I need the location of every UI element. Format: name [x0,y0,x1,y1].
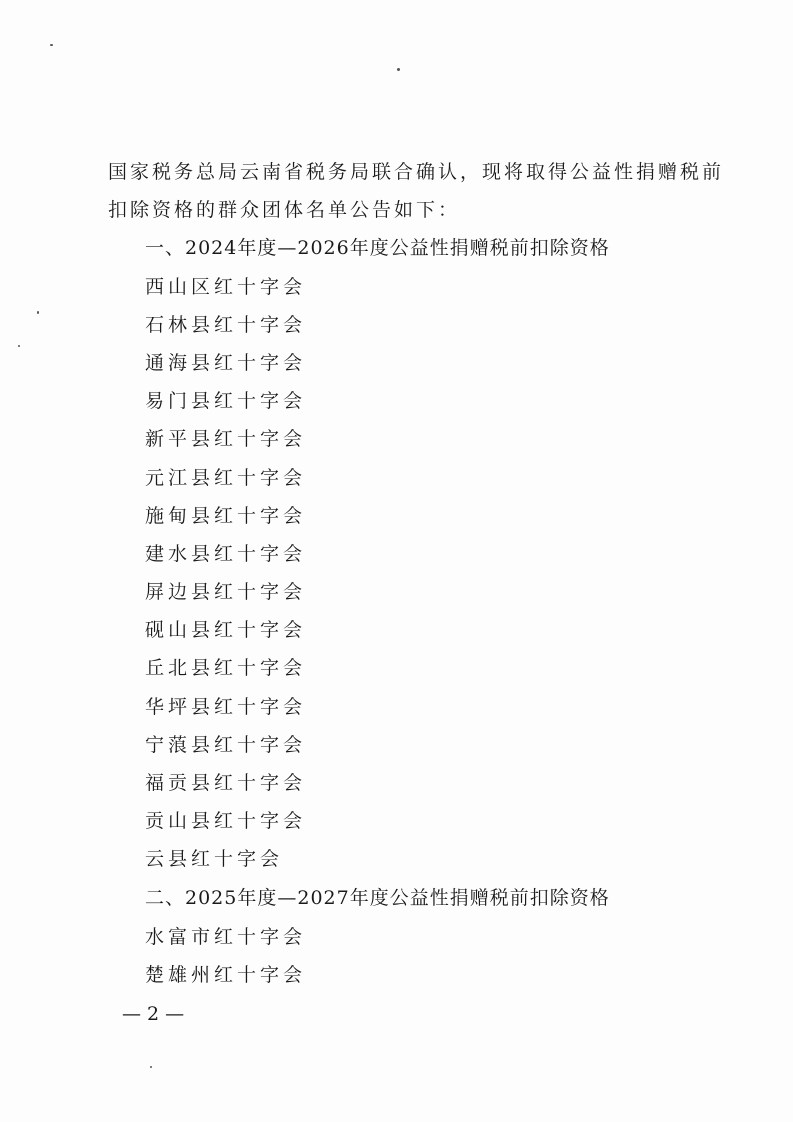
list-item: 屏边县红十字会 [145,581,307,603]
scan-speck [37,311,39,314]
list-item: 元江县红十字会 [145,467,307,489]
list-item: 新平县红十字会 [145,428,307,450]
list-item: 福贡县红十字会 [145,772,307,794]
list-item: 石林县红十字会 [145,314,307,336]
list-item: 楚雄州红十字会 [145,964,307,986]
scan-speck [150,1066,152,1068]
section-1-heading: 一、2024年度—2026年度公益性捐赠税前扣除资格 [145,237,610,259]
scan-speck [397,68,400,71]
list-item: 丘北县红十字会 [145,657,307,679]
list-item: 华坪县红十字会 [145,696,307,718]
list-item: 施甸县红十字会 [145,505,307,527]
list-item: 贡山县红十字会 [145,810,307,832]
intro-line-1: 国家税务总局云南省税务局联合确认，现将取得公益性捐赠税前 [108,161,725,183]
page-number: — 2 — [122,1003,185,1025]
list-item: 通海县红十字会 [145,352,307,374]
list-item: 易门县红十字会 [145,390,307,412]
list-item: 西山区红十字会 [145,276,307,298]
list-item: 水富市红十字会 [145,926,307,948]
list-item: 建水县红十字会 [145,543,307,565]
list-item: 云县红十字会 [145,848,284,870]
scan-speck [50,44,53,46]
scan-speck [18,345,20,347]
section-2-heading: 二、2025年度—2027年度公益性捐赠税前扣除资格 [145,887,610,909]
list-item: 宁蒗县红十字会 [145,734,307,756]
list-item: 砚山县红十字会 [145,619,307,641]
intro-line-2: 扣除资格的群众团体名单公告如下： [108,199,461,221]
